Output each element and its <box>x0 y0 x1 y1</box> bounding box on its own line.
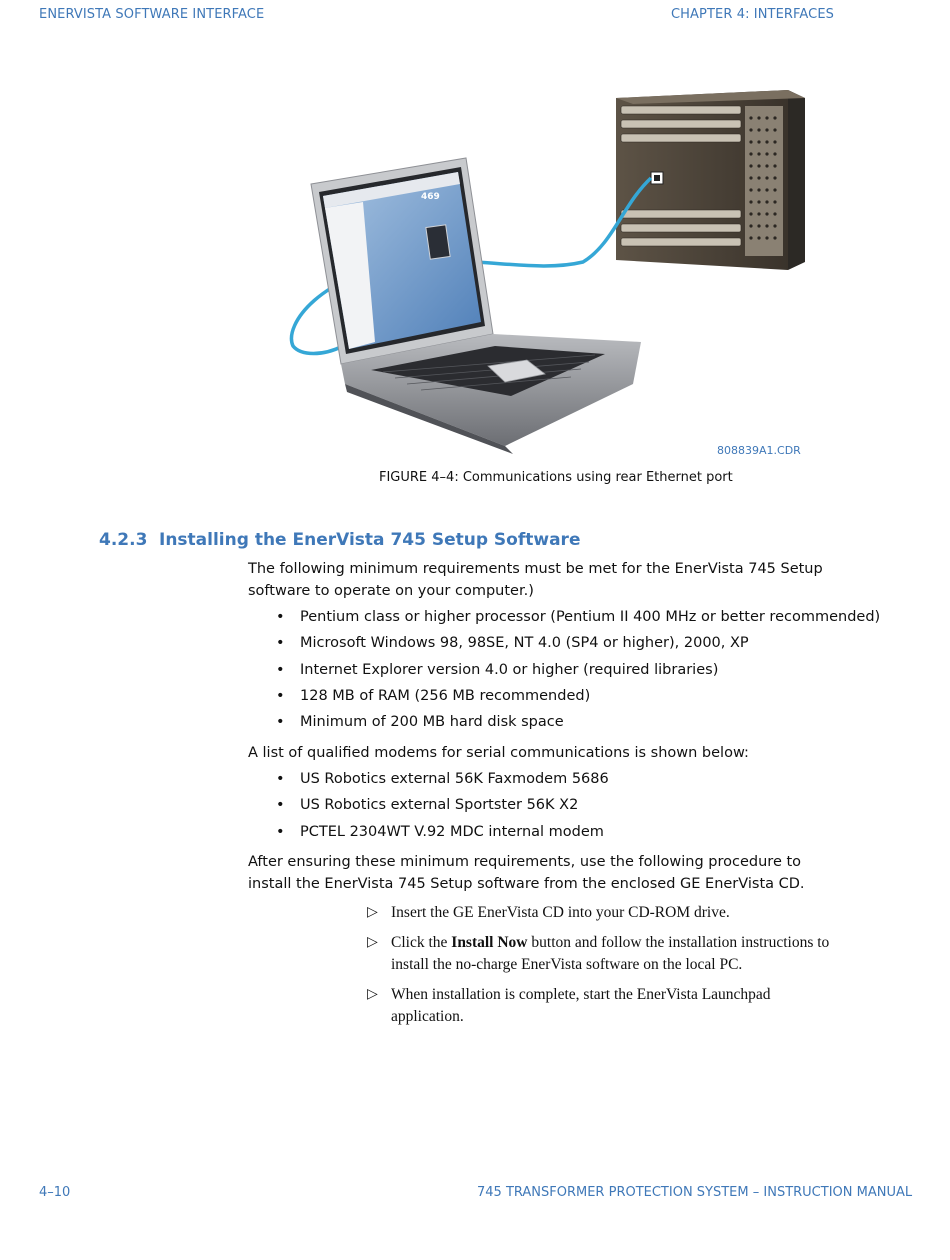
page-number: 4–10 <box>39 1185 71 1200</box>
procedure-step <box>367 902 847 924</box>
step-triangle-icon: ▷ <box>367 987 378 1002</box>
section-number: 4.2.3 <box>99 530 148 550</box>
procedure-intro: After ensuring these minimum requirements, use the following procedure to install the EnerVista 745 Setup software from the enclosed GE EnerVista CD. <box>248 854 805 892</box>
list-item <box>276 794 609 820</box>
bullet-icon: • <box>276 797 285 814</box>
bullet-icon: • <box>276 635 285 652</box>
modems-list <box>276 768 609 847</box>
screen-label-469: 469 <box>421 192 440 202</box>
bullet-icon: • <box>276 771 285 787</box>
list-item-text: Internet Explorer version 4.0 or higher (required libraries) <box>300 661 719 678</box>
bullet-icon: • <box>276 687 285 704</box>
list-item <box>276 632 880 658</box>
procedure-step <box>367 984 847 1028</box>
figure-file-id: 808839A1.CDR <box>717 444 801 457</box>
running-footer-title: 745 TRANSFORMER PROTECTION SYSTEM – INSTRUCTION MANUAL <box>477 1185 913 1200</box>
procedure-step <box>367 932 847 976</box>
figure-illustration <box>283 84 807 462</box>
requirements-intro: The following minimum requirements must be met for the EnerVista 745 Setup software to operate on your computer.) <box>248 561 823 599</box>
bullet-icon: • <box>276 661 285 678</box>
step-triangle-icon: ▷ <box>367 905 378 920</box>
step-text: button and follow the installation instructions to install the no-charge EnerVista software on the local PC. <box>391 934 830 973</box>
running-header-right: CHAPTER 4: INTERFACES <box>671 7 835 22</box>
section-title: Installing the EnerVista 745 Setup Software <box>159 530 581 550</box>
list-item <box>276 768 609 794</box>
step-text: Insert the GE EnerVista CD into your CD-ROM drive. <box>391 904 730 921</box>
step-text: When installation is complete, start the EnerVista Launchpad application. <box>391 986 771 1025</box>
list-item-text: US Robotics external 56K Faxmodem 5686 <box>300 771 609 787</box>
list-item <box>276 606 880 632</box>
figure-caption: FIGURE 4–4: Communications using rear Ethernet port <box>379 470 733 485</box>
procedure-steps <box>367 902 847 1036</box>
laptop <box>311 158 641 454</box>
list-item-text: 128 MB of RAM (256 MB recommended) <box>300 687 591 704</box>
list-item-text: US Robotics external Sportster 56K X2 <box>300 797 579 814</box>
list-item-text: Minimum of 200 MB hard disk space <box>300 714 564 731</box>
requirements-list <box>276 606 880 737</box>
bullet-icon: • <box>276 823 285 840</box>
step-triangle-icon: ▷ <box>367 935 378 950</box>
modems-intro: A list of qualified modems for serial communications is shown below: <box>248 745 749 761</box>
bullet-icon: • <box>276 609 285 625</box>
list-item <box>276 821 609 847</box>
list-item <box>276 659 880 685</box>
figure-laptop-relay-ethernet <box>283 84 807 462</box>
list-item-text: PCTEL 2304WT V.92 MDC internal modem <box>300 823 604 840</box>
list-item-text: Pentium class or higher processor (Pentium II 400 MHz or better recommended) <box>300 609 881 625</box>
list-item <box>276 685 880 711</box>
install-now-label: Install Now <box>451 934 528 951</box>
step-text: Click the <box>391 934 452 951</box>
list-item <box>276 711 880 737</box>
running-header-left: ENERVISTA SOFTWARE INTERFACE <box>39 7 265 22</box>
bullet-icon: • <box>276 714 285 731</box>
list-item-text: Microsoft Windows 98, 98SE, NT 4.0 (SP4 or higher), 2000, XP <box>300 635 749 652</box>
relay-device <box>616 90 805 270</box>
